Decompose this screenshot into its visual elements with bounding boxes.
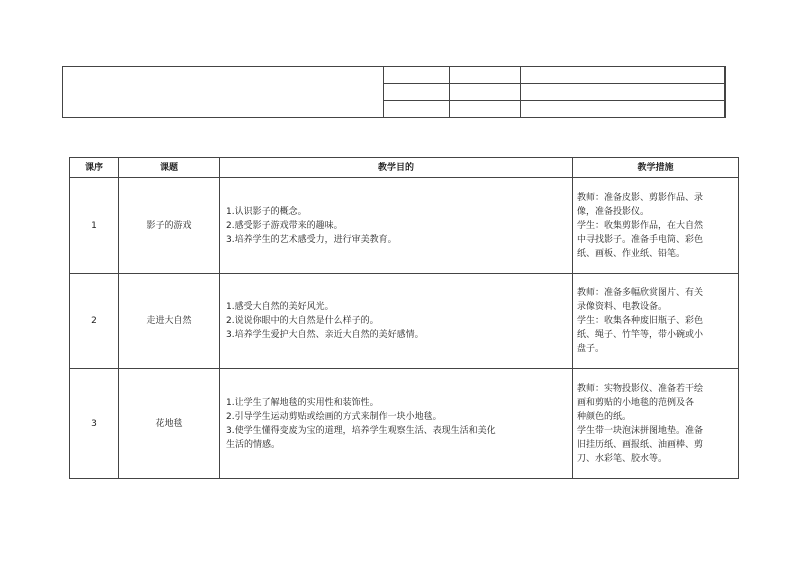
header-lesson-title: 课题 bbox=[119, 158, 220, 178]
header-info-row bbox=[384, 101, 726, 118]
header-teaching-goals: 教学目的 bbox=[220, 158, 573, 178]
measure-line: 像，准备投影仪。 bbox=[577, 206, 650, 217]
measure-line: 刀、水彩笔、胶水等。 bbox=[577, 453, 668, 464]
header-info-cell bbox=[521, 84, 726, 101]
header-teaching-measures: 教学措施 bbox=[573, 158, 739, 178]
teaching-measures bbox=[573, 369, 739, 479]
lesson-title: 花地毯 bbox=[119, 369, 220, 479]
goal-line: 2.感受影子游戏带来的趣味。 bbox=[226, 220, 343, 231]
measure-line: 盘子。 bbox=[577, 344, 605, 354]
header-info-row bbox=[384, 67, 726, 84]
lesson-title: 影子的游戏 bbox=[119, 178, 220, 274]
measure-line: 纸、画板、作业纸、铅笔。 bbox=[577, 248, 686, 259]
measure-line: 种颜色的纸。 bbox=[577, 411, 632, 422]
measure-line: 录像资料、电教设备。 bbox=[577, 302, 668, 312]
measure-line: 纸、绳子、竹竿等，带小碗或小 bbox=[577, 330, 704, 340]
header-info-cell bbox=[384, 101, 450, 118]
header-info-cell bbox=[384, 67, 450, 84]
lesson-number: 3 bbox=[70, 369, 119, 479]
table-row bbox=[70, 178, 739, 274]
measure-line: 教师：准备多幅欣赏图片、有关 bbox=[577, 288, 704, 298]
header-info-cell bbox=[450, 67, 521, 84]
header-lesson-no: 课序 bbox=[70, 158, 119, 178]
header-info-cell bbox=[450, 84, 521, 101]
header-info-cell bbox=[521, 67, 726, 84]
teaching-goals bbox=[220, 369, 573, 479]
goal-line: 3.培养学生爱护大自然、亲近大自然的美好感情。 bbox=[226, 330, 424, 340]
goal-line: 2.引导学生运动剪贴或绘画的方式来制作一块小地毯。 bbox=[226, 411, 442, 422]
lesson-number: 2 bbox=[70, 274, 119, 369]
header-info-cell bbox=[521, 101, 726, 118]
goal-line: 生活的情感。 bbox=[226, 439, 281, 450]
lesson-plan-table bbox=[69, 157, 739, 479]
teaching-goals bbox=[220, 178, 573, 274]
measure-line: 画和剪贴的小地毯的范例及各 bbox=[577, 397, 695, 408]
goal-line: 3.使学生懂得变废为宝的道理，培养学生观察生活、表现生活和美化 bbox=[226, 425, 496, 436]
teaching-measures bbox=[573, 274, 739, 369]
lesson-title: 走进大自然 bbox=[119, 274, 220, 369]
measure-line: 中寻找影子。准备手电筒、彩色 bbox=[577, 234, 704, 245]
teaching-measures bbox=[573, 178, 739, 274]
table-row bbox=[70, 369, 739, 479]
header-info-row bbox=[384, 84, 726, 101]
measure-line: 教师：准备皮影、剪影作品、录 bbox=[577, 192, 704, 203]
table-header-row bbox=[70, 158, 739, 178]
header-info-cell bbox=[450, 101, 521, 118]
measure-line: 旧挂历纸、画报纸、油画棒、剪 bbox=[577, 439, 704, 450]
measure-line: 学生：收集剪影作品，在大自然 bbox=[577, 220, 704, 231]
header-info-grid bbox=[383, 66, 726, 118]
measure-line: 学生带一块泡沫拼图地垫。准备 bbox=[577, 425, 704, 436]
goal-line: 1.认识影子的概念。 bbox=[226, 206, 307, 217]
measure-line: 教师：实物投影仪、准备若干绘 bbox=[577, 383, 704, 394]
goal-line: 1.让学生了解地毯的实用性和装饰性。 bbox=[226, 397, 379, 408]
teaching-goals bbox=[220, 274, 573, 369]
goal-line: 1.感受大自然的美好风光。 bbox=[226, 302, 334, 312]
goal-line: 2.说说你眼中的大自然是什么样子的。 bbox=[226, 316, 379, 326]
goal-line: 3.培养学生的艺术感受力，进行审美教育。 bbox=[226, 234, 397, 245]
table-row bbox=[70, 274, 739, 369]
header-info-cell bbox=[384, 84, 450, 101]
lesson-number: 1 bbox=[70, 178, 119, 274]
measure-line: 学生：收集各种废旧瓶子、彩色 bbox=[577, 316, 704, 326]
